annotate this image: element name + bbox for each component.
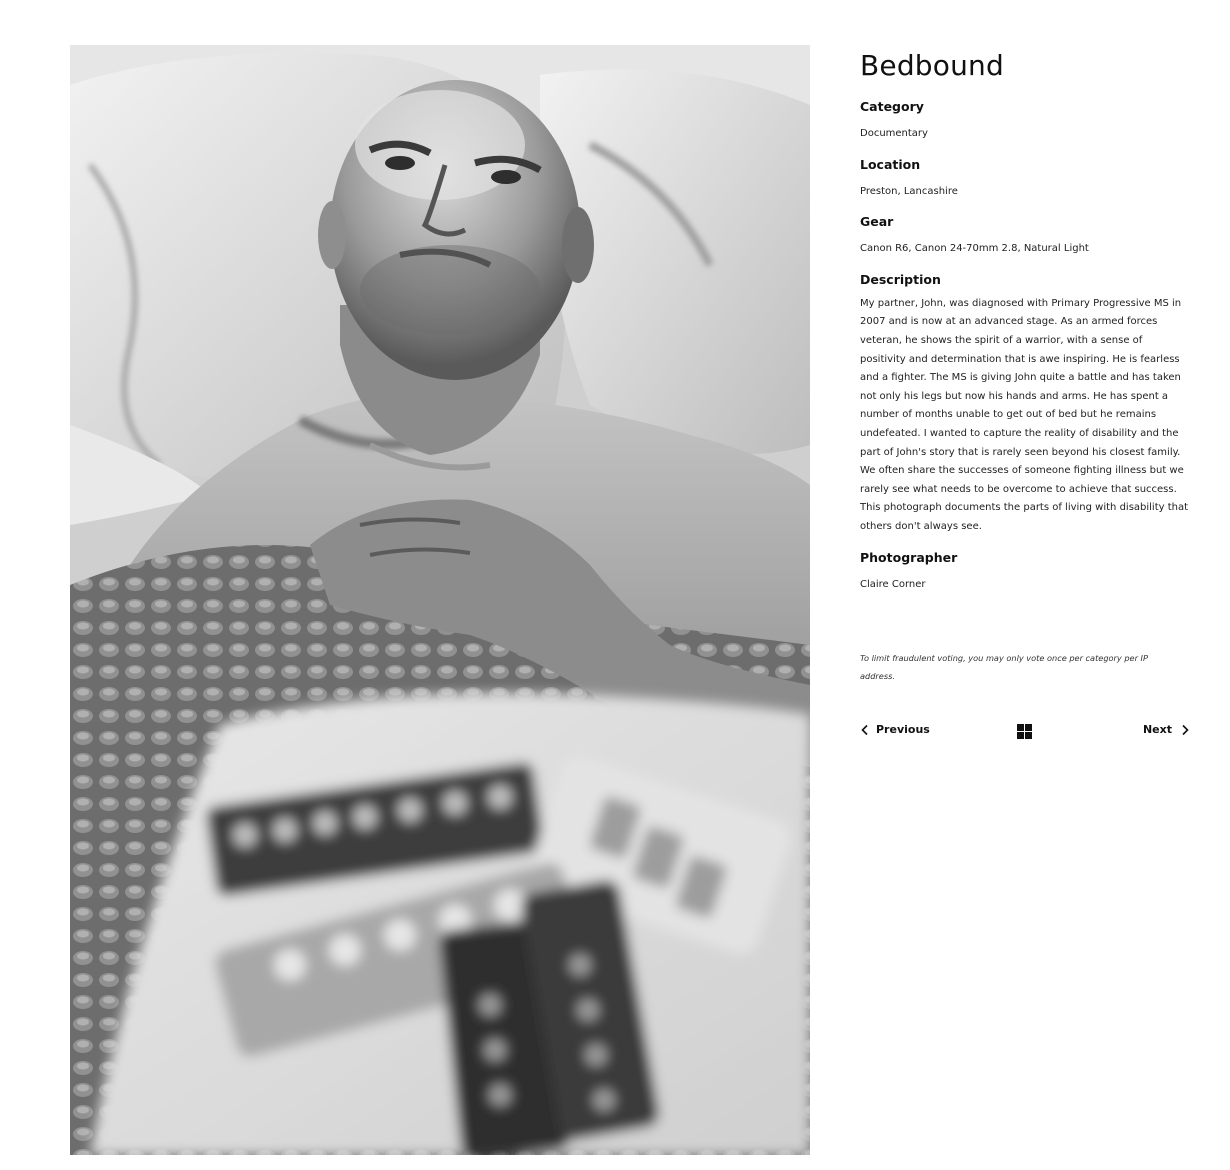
- chevron-left-icon: [860, 724, 870, 736]
- description-value: My partner, John, was diagnosed with Primary Progressive MS in 2007 and is now at an advanced stage. As an armed forces veteran, he shows the spirit of a warrior, with a sense of positivity and determination that is awe inspiring. He is fearless and a fighter. The MS is giving John quite a battle and has taken not only his legs but now his hands and arms. He has spent a number of months unable to get out of bed but he remains undefeated. I wanted to capture the reality of disability and the part of John's story that is rarely seen beyond his closest family. We often share the successes of someone fighting illness but we rarely see what needs to be overcome to achieve that success. This photograph documents the parts of living with disability that others don't always see.: [860, 297, 1189, 532]
- photographer-value: Claire Corner: [860, 578, 926, 590]
- pager: [860, 723, 1190, 741]
- voting-notice: To limit fraudulent voting, you may only vote once per category per IP address.: [860, 653, 1148, 681]
- previous-label: Previous: [876, 723, 930, 737]
- artwork-photo: [70, 45, 810, 1155]
- category-label: Category: [860, 99, 924, 114]
- location-value: Preston, Lancashire: [860, 185, 958, 197]
- description-label: Description: [860, 271, 941, 287]
- photographer-label: Photographer: [860, 549, 958, 565]
- gear-value: Canon R6, Canon 24-70mm 2.8, Natural Light: [860, 243, 1089, 255]
- page-title: Bedbound: [860, 49, 1004, 82]
- gear-label: Gear: [860, 214, 894, 230]
- grid-icon[interactable]: [1017, 724, 1032, 739]
- category-value: Documentary: [860, 128, 928, 139]
- previous-button[interactable]: [860, 723, 930, 736]
- next-label: Next: [1142, 723, 1172, 737]
- chevron-right-icon: [1180, 724, 1190, 736]
- artwork-details: [860, 48, 1190, 741]
- location-label: Location: [860, 156, 921, 172]
- next-button[interactable]: [1143, 723, 1190, 736]
